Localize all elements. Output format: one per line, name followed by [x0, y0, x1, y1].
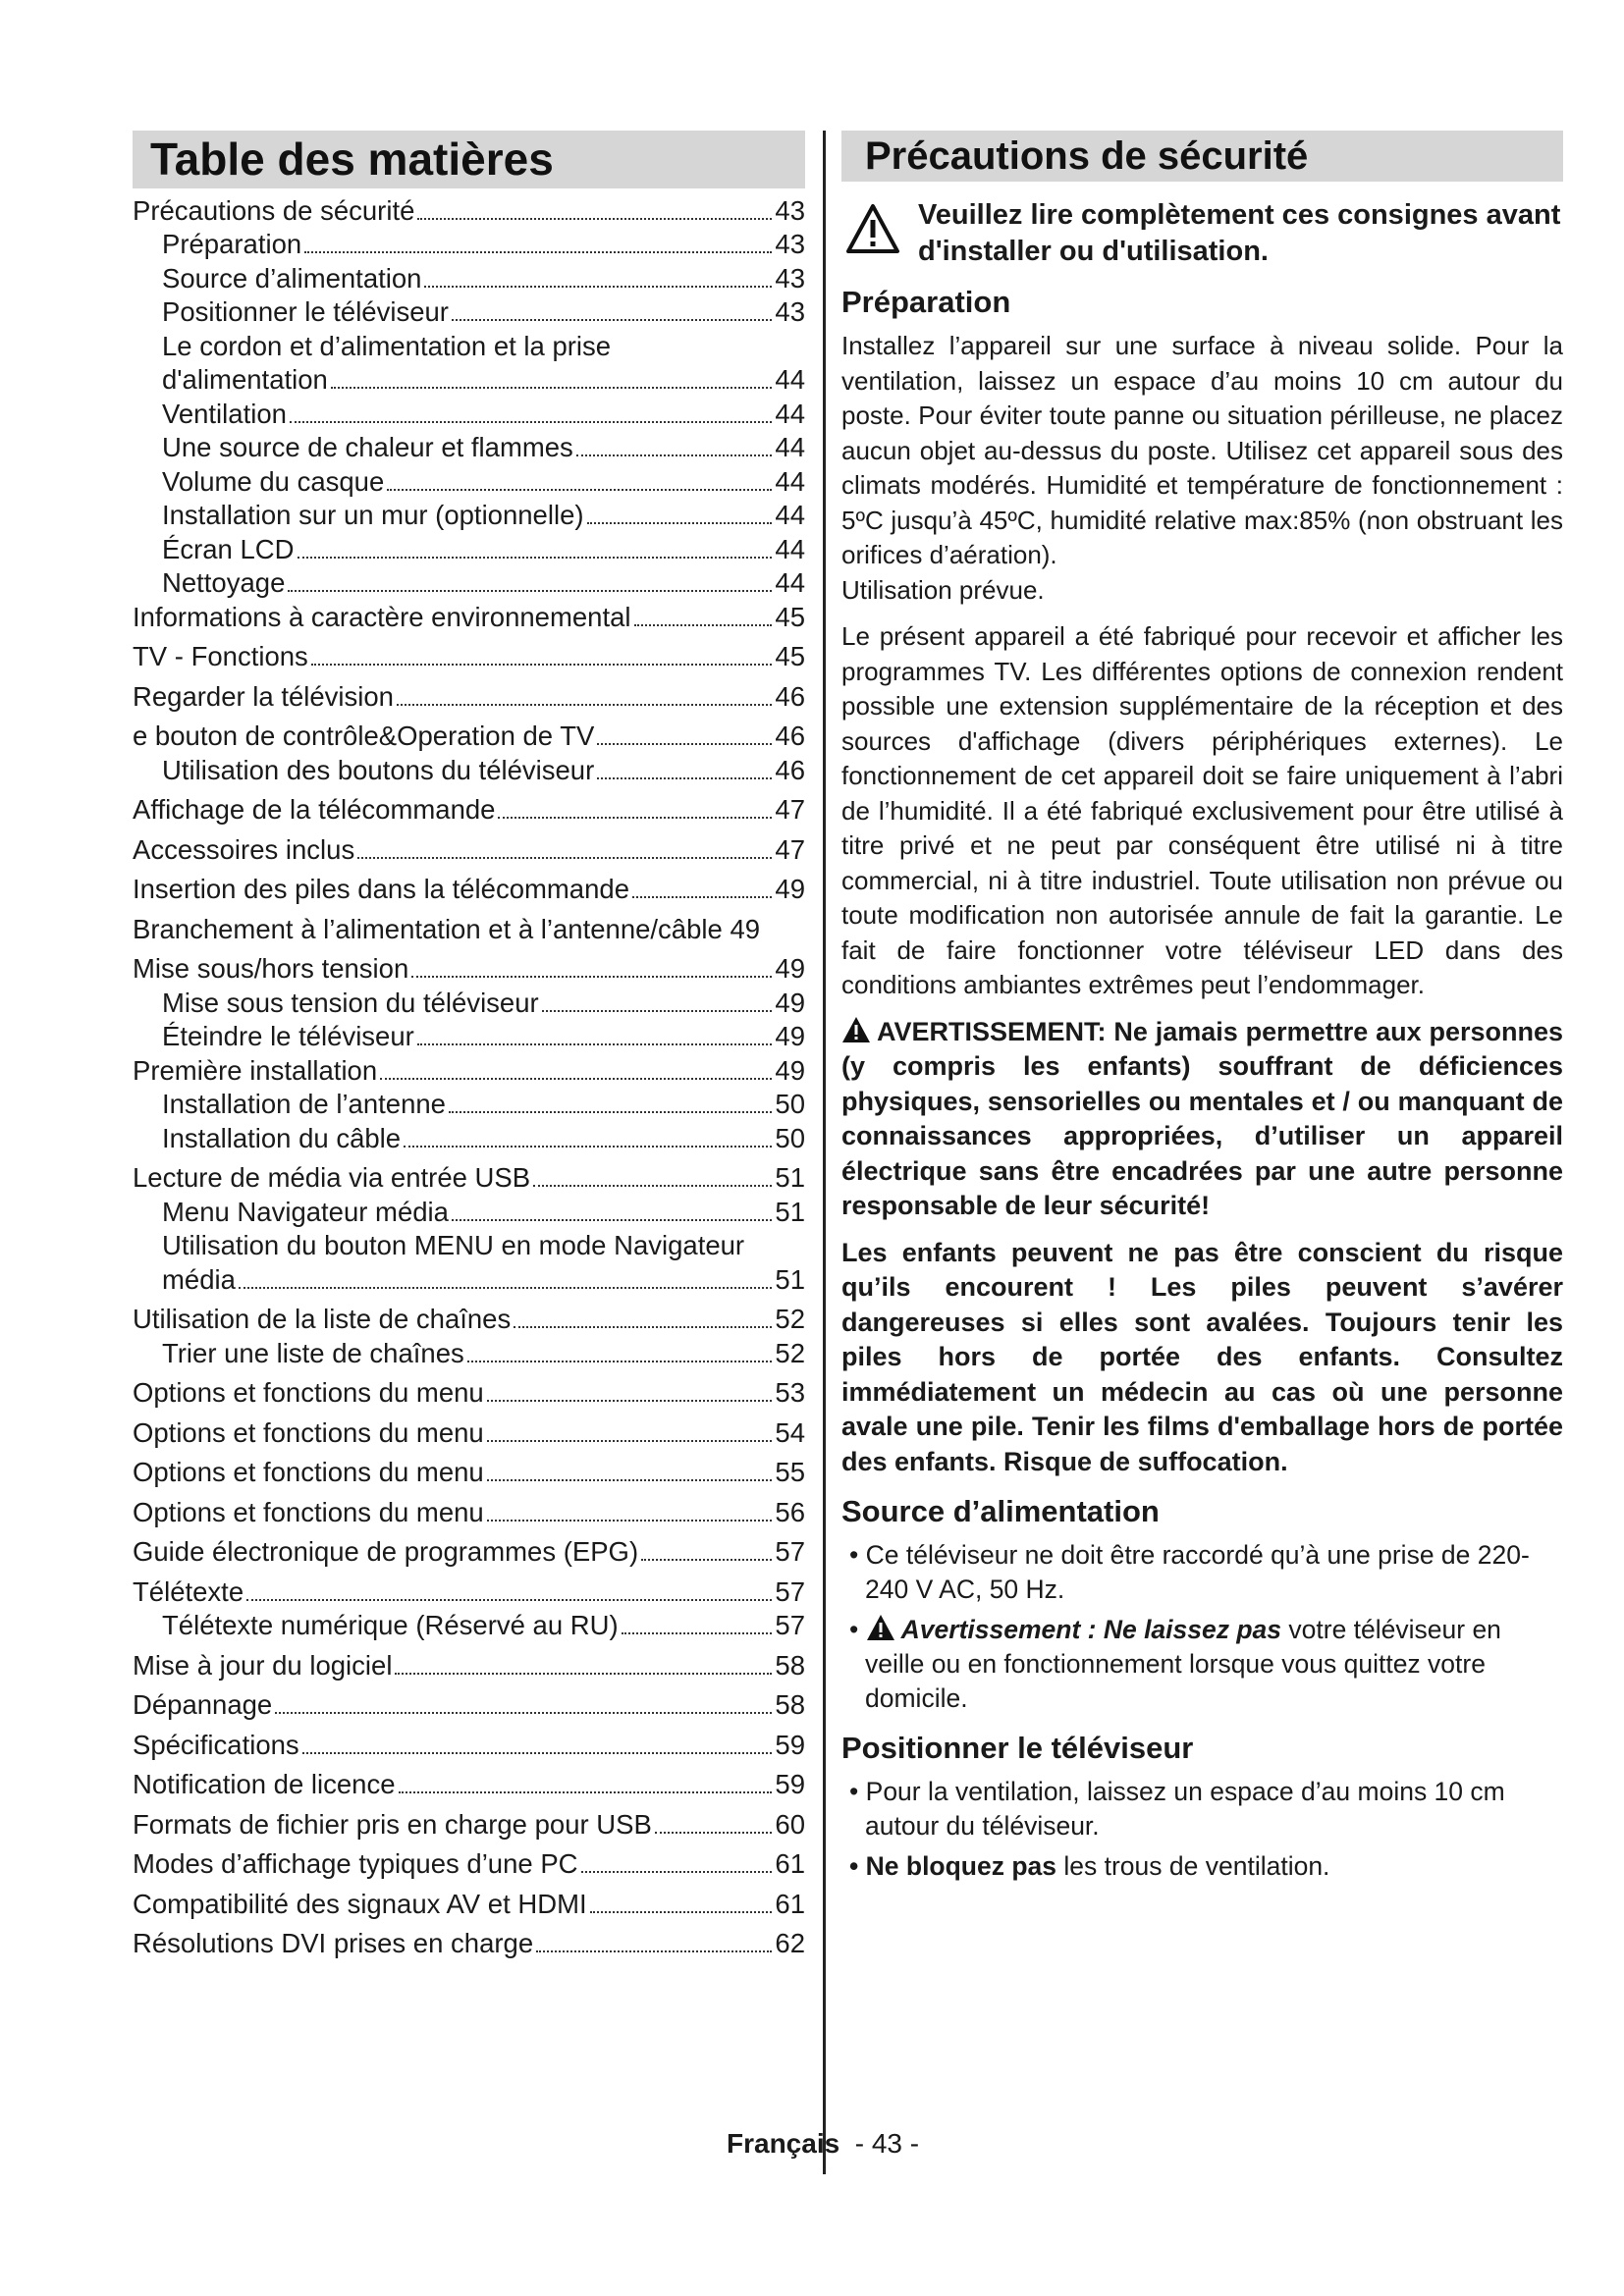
- toc-entry[interactable]: [133, 295, 805, 330]
- toc-entry-page: 44: [775, 533, 805, 564]
- toc-entry-page: 49: [775, 953, 805, 985]
- toc-entry-page: 43: [775, 296, 805, 328]
- toc-entry-page: 44: [775, 500, 805, 531]
- toc-entry-page: 44: [775, 364, 805, 396]
- children-warning: Les enfants peuvent ne pas être conscient du risque qu’ils encourent ! Les piles peuvent s’avérer dangereuses si elles sont avalées. Toujours tenir les piles hors de portée des enfants. Consultez immédiatement un médecin au cas où une personne avale une pile. Tenir les films d'emballage hors de portée des enfants. Risque de suffocation.: [841, 1237, 1563, 1476]
- toc-entry-page: 57: [775, 1536, 805, 1568]
- toc-entry[interactable]: [133, 833, 805, 868]
- toc-entry-page: 54: [775, 1416, 805, 1448]
- toc-leader-dots: [452, 319, 772, 321]
- toc-entry[interactable]: [133, 601, 805, 635]
- toc-entry-page: 49: [775, 874, 805, 905]
- toc-entry-text: Positionner le téléviseur: [162, 296, 449, 328]
- toc-entry-page: 44: [775, 567, 805, 599]
- toc-entry-text: Volume du casque: [162, 465, 385, 497]
- toc-leader-dots: [275, 1712, 772, 1714]
- toc-entry-text: Options et fonctions du menu: [133, 1377, 484, 1409]
- toc-entry[interactable]: [133, 330, 805, 364]
- toc-leader-dots: [498, 817, 772, 819]
- toc-entry-page: 45: [775, 601, 805, 632]
- toc-entry-page: 49: [775, 987, 805, 1018]
- read-warning: [841, 197, 1563, 270]
- toc-entry-page: 56: [775, 1496, 805, 1527]
- toc-entry-page: 55: [775, 1457, 805, 1488]
- toc-entry-text: Accessoires inclus: [133, 833, 355, 865]
- toc-entry-text: Modes d’affichage typiques d’une PC: [133, 1848, 578, 1880]
- toc-entry-page: 43: [775, 194, 805, 226]
- toc-leader-dots: [298, 557, 773, 559]
- toc-entry-text: Le cordon et d’alimentation et la prise: [162, 330, 612, 361]
- toc-entry-text: Télétexte numérique (Réservé au RU): [162, 1610, 619, 1641]
- toc-entry[interactable]: [133, 1768, 805, 1802]
- toc-leader-dots: [487, 1440, 773, 1442]
- toc-leader-dots: [449, 1111, 772, 1113]
- power-bullet-1-text: Ce téléviseur ne doit être raccordé qu’à une prise de 220-240 V AC, 50 Hz.: [865, 1540, 1530, 1604]
- toc-entry-page: 62: [775, 1928, 805, 1959]
- toc-entry-page: 43: [775, 262, 805, 294]
- toc-entry[interactable]: [133, 1337, 805, 1371]
- toc-entry[interactable]: [133, 398, 805, 432]
- toc-entry-page: 44: [775, 465, 805, 497]
- toc-entry-text: média: [162, 1263, 236, 1295]
- toc-entry-page: 52: [775, 1304, 805, 1335]
- toc-entry[interactable]: [133, 1376, 805, 1411]
- toc-entry-page: 61: [775, 1888, 805, 1919]
- toc-entry[interactable]: [133, 1122, 805, 1156]
- toc-entry[interactable]: [133, 1416, 805, 1451]
- toc-entry[interactable]: [133, 913, 805, 947]
- toc-entry-text: Mise à jour du logiciel: [133, 1649, 393, 1681]
- toc-entry-page: 45: [775, 641, 805, 672]
- toc-column: [133, 131, 805, 1961]
- toc-leader-dots: [634, 624, 773, 626]
- toc-entry[interactable]: [133, 1688, 805, 1723]
- toc-entry-page: 52: [775, 1337, 805, 1368]
- toc-leader-dots: [380, 1078, 772, 1080]
- power-warning-rest: votre téléviseur en veille ou en fonctionnement lorsque vous quittez votre domicile.: [865, 1615, 1501, 1713]
- position-bullet-1-text: Pour la ventilation, laissez un espace d’au moins 10 cm autour du téléviseur.: [865, 1777, 1505, 1841]
- toc-entry-text: Affichage de la télécommande: [133, 794, 496, 826]
- toc-entry-text: Utilisation de la liste de chaînes: [133, 1304, 512, 1335]
- toc-entry-text: Menu Navigateur média: [162, 1196, 449, 1227]
- toc-entry-text: Utilisation du bouton MENU en mode Navigateur: [162, 1230, 745, 1261]
- toc-entry-text: Compatibilité des signaux AV et HDMI: [133, 1888, 587, 1919]
- toc-leader-dots: [487, 1479, 773, 1481]
- toc-entry-text: Guide électronique de programmes (EPG): [133, 1536, 639, 1568]
- toc-leader-dots: [514, 1326, 772, 1328]
- toc-entry-text: Installation sur un mur (optionnelle): [162, 500, 584, 531]
- toc-entry[interactable]: [133, 228, 805, 262]
- toc-leader-dots: [581, 1871, 773, 1873]
- toc-entry[interactable]: [133, 987, 805, 1021]
- toc-leader-dots: [239, 1287, 773, 1289]
- toc-leader-dots: [399, 1791, 773, 1793]
- toc-leader-dots: [467, 1361, 773, 1362]
- toc-leader-dots: [288, 590, 772, 592]
- toc-entry-text: Regarder la télévision: [133, 680, 394, 712]
- toc-entry[interactable]: [133, 640, 805, 674]
- toc-entry[interactable]: [133, 1020, 805, 1054]
- toc-entry-text: Précautions de sécurité: [133, 194, 415, 226]
- footer-page-number: - 43 -: [854, 2128, 920, 2159]
- toc-leader-dots: [424, 286, 772, 288]
- warning-triangle-icon: [845, 203, 900, 254]
- safety-column: [841, 131, 1563, 1890]
- toc-entry-text: Télétexte: [133, 1575, 244, 1607]
- toc-leader-dots: [597, 743, 772, 745]
- toc-entry-page: 59: [775, 1729, 805, 1760]
- preparation-paragraph: Installez l’appareil sur une surface à niveau solide. Pour la ventilation, laissez un espace d’au moins 10 cm autour du poste. Pour éviter toute panne ou situation périlleuse, ne placez aucun objet au-dessus du poste. Utilisez cet appareil sous des climats modérés. Humidité et température de fonctionnement : 5ºC jusqu’à 45ºC, humidité relative max:85% (non obstruant les orifices d’aération).: [841, 331, 1563, 569]
- toc-entry-text: TV - Fonctions: [133, 641, 308, 672]
- toc-entry-page: 46: [775, 680, 805, 712]
- toc-entry-page: 58: [775, 1649, 805, 1681]
- position-bullet-2: • Ne bloquez pas les trous de ventilation.: [849, 1851, 1330, 1881]
- toc-entry-page: 51: [775, 1162, 805, 1194]
- toc-leader-dots: [395, 1673, 772, 1675]
- toc-entry-page: 50: [775, 1089, 805, 1120]
- toc-title: Table des matières: [133, 131, 805, 188]
- toc-entry-page: 47: [775, 794, 805, 826]
- toc-entry-page: 47: [775, 833, 805, 865]
- toc-entry-text: Formats de fichier pris en charge pour USB: [133, 1808, 652, 1840]
- toc-entry-text: Branchement à l’alimentation et à l’antenne/câble: [133, 913, 723, 944]
- toc-entry-text: Ventilation: [162, 398, 287, 429]
- footer-language: Français: [727, 2128, 840, 2159]
- toc-entry-text: Utilisation des boutons du téléviseur: [162, 754, 595, 785]
- power-warning-label: Avertissement : Ne laissez pas: [900, 1615, 1282, 1644]
- toc-entry-text: Lecture de média via entrée USB: [133, 1162, 531, 1194]
- toc-entry-page: 59: [775, 1769, 805, 1800]
- power-heading: Source d’alimentation: [841, 1494, 1160, 1528]
- position-bullet-2-bold: Ne bloquez pas: [865, 1851, 1057, 1881]
- toc-list: [133, 194, 805, 1961]
- toc-entry-text: Trier une liste de chaînes: [162, 1337, 464, 1368]
- toc-entry[interactable]: [133, 1263, 805, 1298]
- toc-entry-text: Première installation: [133, 1054, 378, 1086]
- toc-leader-dots: [404, 1146, 772, 1148]
- toc-entry-page: 53: [775, 1377, 805, 1409]
- toc-leader-dots: [417, 218, 772, 220]
- read-warning-text: Veuillez lire complètement ces consignes avant d'installer ou d'utilisation.: [918, 199, 1561, 267]
- power-bullet-1: • Ce téléviseur ne doit être raccordé qu’à une prise de 220-240 V AC, 50 Hz.: [849, 1540, 1530, 1604]
- toc-entry[interactable]: [133, 262, 805, 296]
- toc-entry-text: Options et fonctions du menu: [133, 1496, 484, 1527]
- toc-leader-dots: [536, 1950, 772, 1952]
- toc-entry-text: Installation du câble: [162, 1122, 402, 1153]
- toc-leader-dots: [487, 1400, 773, 1402]
- toc-entry-text: Une source de chaleur et flammes: [162, 432, 573, 463]
- toc-entry-page: 51: [775, 1196, 805, 1227]
- toc-leader-dots: [590, 1911, 773, 1913]
- toc-entry-page: 49: [775, 1054, 805, 1086]
- toc-entry-page: 44: [775, 432, 805, 463]
- toc-entry[interactable]: [133, 680, 805, 715]
- toc-entry-page: 44: [775, 398, 805, 429]
- toc-entry[interactable]: [133, 1161, 805, 1196]
- toc-entry[interactable]: [133, 363, 805, 398]
- warning-solid-icon: [841, 1016, 871, 1043]
- toc-entry[interactable]: [133, 1649, 805, 1683]
- toc-entry-text: Options et fonctions du menu: [133, 1457, 484, 1488]
- toc-entry[interactable]: [133, 1609, 805, 1643]
- toc-entry[interactable]: [133, 793, 805, 828]
- toc-entry[interactable]: [133, 499, 805, 533]
- position-heading: Positionner le téléviseur: [841, 1731, 1194, 1765]
- toc-entry-text: Informations à caractère environnemental: [133, 601, 631, 632]
- position-bullet-2-rest: les trous de ventilation.: [1056, 1851, 1330, 1881]
- toc-leader-dots: [357, 857, 772, 859]
- toc-entry[interactable]: [133, 194, 805, 229]
- toc-entry-text: Source d’alimentation: [162, 262, 422, 294]
- warning-text: AVERTISSEMENT: Ne jamais permettre aux personnes (y compris les enfants) souffrant de déficiences physiques, sensorielles ou mentales et / ou manquant de connaissances appropriées, d’utiliser un appareil électrique sans être encadrées par une autre personne responsable de leur sécurité!: [841, 1016, 1563, 1220]
- toc-leader-dots: [542, 1010, 773, 1012]
- power-bullet-2: • Avertissement : Ne laissez pas votre téléviseur en veille ou en fonctionnement lorsque vous quittez votre domicile.: [849, 1615, 1501, 1713]
- toc-entry[interactable]: [133, 1456, 805, 1490]
- toc-leader-dots: [304, 251, 772, 253]
- toc-entry[interactable]: [133, 1303, 805, 1337]
- intended-use-label: Utilisation prévue.: [841, 574, 1045, 605]
- toc-leader-dots: [397, 704, 772, 706]
- toc-leader-dots: [387, 489, 772, 491]
- toc-entry-page: 49: [730, 913, 761, 944]
- toc-entry-text: Insertion des piles dans la télécommande: [133, 874, 629, 905]
- toc-entry-text: Mise sous/hors tension: [133, 953, 409, 985]
- toc-entry-page: 46: [775, 754, 805, 785]
- toc-entry-text: Spécifications: [133, 1729, 299, 1760]
- toc-entry[interactable]: [133, 431, 805, 465]
- toc-leader-dots: [632, 896, 772, 898]
- safety-title: Précautions de sécurité: [841, 131, 1563, 182]
- toc-leader-dots: [622, 1632, 773, 1634]
- toc-entry-page: 46: [775, 721, 805, 752]
- preparation-heading: Préparation: [841, 285, 1011, 319]
- toc-leader-dots: [411, 976, 772, 978]
- toc-entry[interactable]: [133, 533, 805, 567]
- toc-entry-page: 60: [775, 1808, 805, 1840]
- toc-entry-text: Préparation: [162, 229, 302, 260]
- toc-entry-text: e bouton de contrôle&Operation de TV: [133, 721, 595, 752]
- toc-entry-text: Nettoyage: [162, 567, 286, 599]
- toc-entry[interactable]: [133, 1808, 805, 1842]
- toc-entry-text: Options et fonctions du menu: [133, 1416, 484, 1448]
- toc-entry[interactable]: [133, 754, 805, 788]
- toc-leader-dots: [655, 1832, 773, 1834]
- toc-entry-page: 50: [775, 1122, 805, 1153]
- toc-entry[interactable]: [133, 720, 805, 754]
- toc-leader-dots: [302, 1752, 773, 1754]
- toc-entry-text: Notification de licence: [133, 1769, 396, 1800]
- toc-entry[interactable]: [133, 566, 805, 601]
- toc-entry-text: Installation de l’antenne: [162, 1089, 446, 1120]
- toc-leader-dots: [452, 1219, 772, 1221]
- warning-paragraph: [841, 1015, 1563, 1224]
- intended-use-paragraph: Le présent appareil a été fabriqué pour recevoir et afficher les programmes TV. Les différentes options de connexion rendent possible une extension supplémentaire de la réception et des sources d'affichage (divers périphériques externes). Le fonctionnement de cet appareil doit se faire uniquement à l’abri de l’humidité. Il a été fabriqué exclusivement pour être utilisé à titre privé et ne peut par conséquent être utilisé ni à titre commercial, ni à titre industriel. Toute utilisation non prévue ou toute modification non autorisée annule de fait la garantie. Le fait de faire fonctionner votre téléviseur LED dans des conditions ambiantes extrêmes peut l’endommager.: [841, 621, 1563, 999]
- toc-entry-page: 57: [775, 1575, 805, 1607]
- toc-entry[interactable]: [133, 1888, 805, 1922]
- warning-solid-icon: [866, 1614, 895, 1641]
- toc-entry[interactable]: [133, 1229, 805, 1263]
- toc-entry-text: Éteindre le téléviseur: [162, 1021, 414, 1052]
- toc-entry[interactable]: [133, 952, 805, 987]
- toc-leader-dots: [246, 1599, 772, 1601]
- toc-leader-dots: [417, 1043, 773, 1045]
- toc-entry[interactable]: [133, 1196, 805, 1230]
- toc-entry[interactable]: [133, 1729, 805, 1763]
- position-bullet-1: • Pour la ventilation, laissez un espace d’au moins 10 cm autour du téléviseur.: [849, 1777, 1505, 1841]
- toc-entry[interactable]: [133, 1535, 805, 1570]
- toc-entry-page: 58: [775, 1689, 805, 1721]
- page-footer: [727, 2128, 919, 2160]
- toc-leader-dots: [533, 1185, 772, 1187]
- toc-entry-page: 57: [775, 1610, 805, 1641]
- toc-entry-page: 49: [775, 1021, 805, 1052]
- toc-leader-dots: [311, 664, 773, 666]
- toc-entry[interactable]: [133, 465, 805, 500]
- toc-entry[interactable]: [133, 1927, 805, 1961]
- toc-entry[interactable]: [133, 1088, 805, 1122]
- toc-entry-page: 51: [775, 1263, 805, 1295]
- toc-leader-dots: [487, 1520, 773, 1522]
- toc-leader-dots: [576, 454, 773, 456]
- column-divider: [823, 131, 826, 2174]
- toc-entry-text: d'alimentation: [162, 364, 328, 396]
- toc-leader-dots: [331, 387, 773, 389]
- toc-entry[interactable]: [133, 1496, 805, 1530]
- toc-entry-text: Mise sous tension du téléviseur: [162, 987, 539, 1018]
- toc-leader-dots: [641, 1559, 772, 1561]
- toc-leader-dots: [597, 777, 772, 779]
- toc-entry[interactable]: [133, 1575, 805, 1610]
- toc-leader-dots: [587, 522, 773, 524]
- toc-leader-dots: [290, 421, 773, 423]
- toc-entry[interactable]: [133, 1847, 805, 1882]
- toc-entry[interactable]: [133, 1054, 805, 1089]
- toc-entry[interactable]: [133, 873, 805, 907]
- toc-entry-text: Écran LCD: [162, 533, 295, 564]
- toc-entry-page: 61: [775, 1848, 805, 1880]
- toc-entry-page: 43: [775, 229, 805, 260]
- toc-entry-text: Dépannage: [133, 1689, 273, 1721]
- toc-entry-text: Résolutions DVI prises en charge: [133, 1928, 534, 1959]
